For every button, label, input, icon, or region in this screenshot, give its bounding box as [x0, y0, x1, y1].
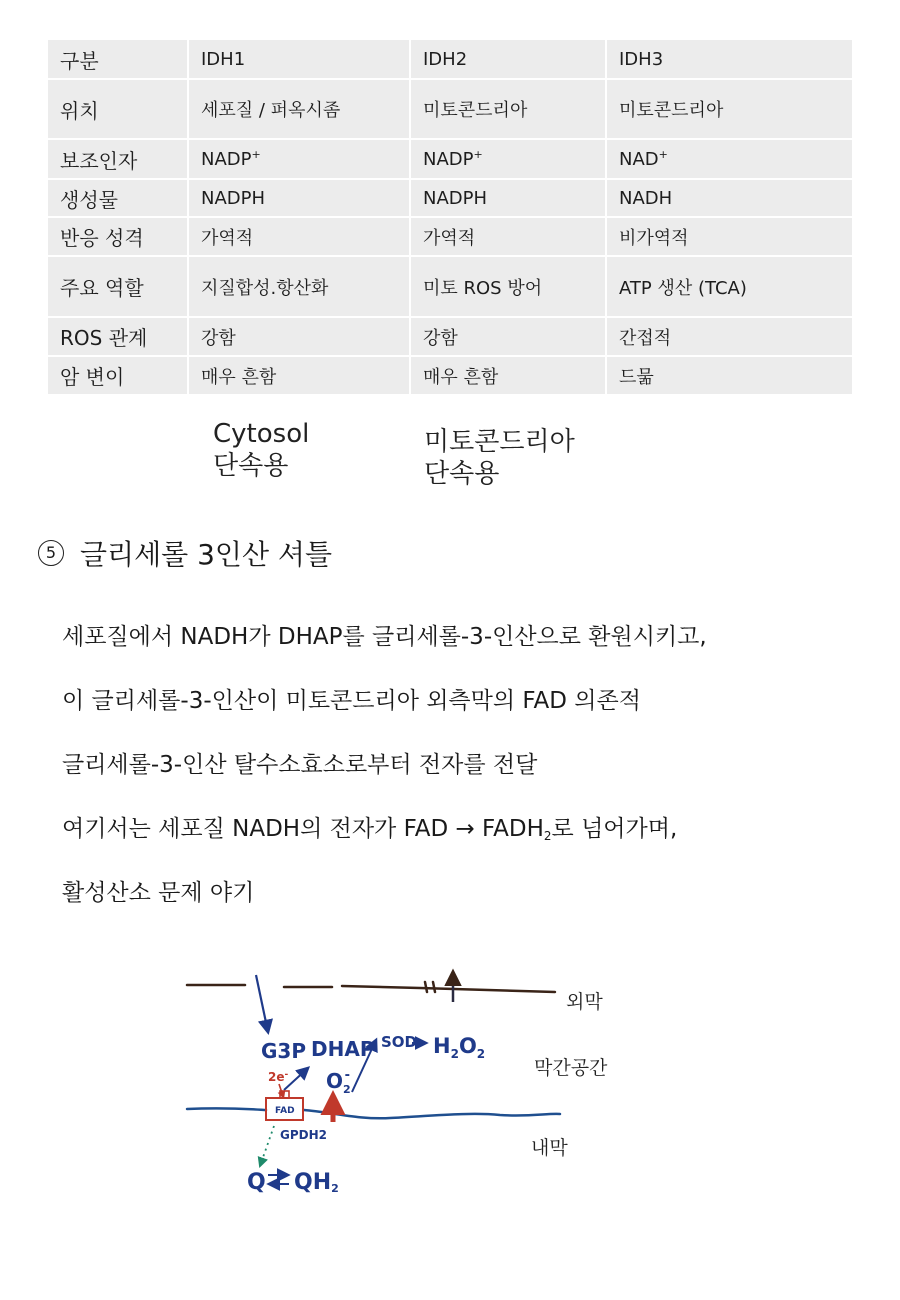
- cell-idh2: 미토 ROS 방어: [411, 257, 607, 318]
- paragraph-line: 이 글리세롤-3-인산이 미토콘드리아 외측막의 FAD 의존적: [62, 688, 641, 714]
- paragraph-line: [62, 807, 707, 871]
- cell-idh2: 가역적: [411, 218, 607, 257]
- cell-idh1: 지질합성.항산화: [189, 257, 411, 318]
- cell-idh1: 세포질 / 퍼옥시좀: [189, 80, 411, 140]
- handwritten-note-cytosol: [213, 418, 309, 482]
- note-line: Cytosol: [213, 419, 310, 449]
- subscript: 2: [543, 829, 552, 843]
- row-label: 위치: [48, 80, 189, 140]
- gpdh2-label: GPDH2: [280, 1128, 327, 1142]
- section-number-circle: 5: [38, 540, 64, 566]
- header-cell-category: 구분: [48, 40, 189, 80]
- cell-idh3: 비가역적: [607, 218, 852, 257]
- header-cell-idh1: IDH1: [189, 40, 411, 80]
- cell-idh1: NADPH: [189, 180, 411, 218]
- explanation-paragraph: [62, 615, 707, 935]
- table-row: [48, 218, 852, 257]
- g3p-entry-arrow: [256, 975, 268, 1032]
- note-line: 단속용: [424, 459, 500, 489]
- table-row: [48, 80, 852, 140]
- fad-label: FAD: [275, 1106, 295, 1116]
- idh-comparison-table: [48, 40, 852, 396]
- paragraph-line: 활성산소 문제 야기: [62, 880, 255, 906]
- table-header-row: [48, 40, 852, 80]
- charge-superscript: +: [658, 148, 668, 161]
- q-label: Q: [247, 1170, 266, 1195]
- note-line: 단속용: [213, 451, 289, 481]
- cell-idh3: 드묾: [607, 357, 852, 396]
- superoxide-label: $O_2-$: [326, 1068, 351, 1096]
- dhap-label: DHAP: [311, 1037, 375, 1061]
- h2o2-label: $H_2O_2$: [433, 1034, 486, 1061]
- cell-idh1: 강함: [189, 318, 411, 357]
- header-cell-idh3: IDH3: [607, 40, 852, 80]
- table-row: [48, 357, 852, 396]
- cell-idh2: 강함: [411, 318, 607, 357]
- table-row: [48, 257, 852, 318]
- table-row: [48, 180, 852, 218]
- paragraph-text: 여기서는 세포질 NADH의 전자가 FAD → FADH: [62, 816, 544, 842]
- qh2-label: QH2: [294, 1170, 339, 1195]
- inner-membrane-label: 내막: [531, 1137, 568, 1159]
- cell-idh2: 매우 흔함: [411, 357, 607, 396]
- row-label: ROS 관계: [48, 318, 189, 357]
- header-cell-idh2: IDH2: [411, 40, 607, 80]
- row-label: 생성물: [48, 180, 189, 218]
- charge-superscript: +: [473, 148, 483, 161]
- cell-idh2: NADPH: [411, 180, 607, 218]
- cell-idh1: 가역적: [189, 218, 411, 257]
- sod-label: SOD: [381, 1033, 418, 1051]
- row-label: 암 변이: [48, 357, 189, 396]
- paragraph-line: 글리세롤-3-인산 탈수소효소로부터 전자를 전달: [62, 752, 538, 778]
- intermembrane-space-label: 막간공간: [534, 1057, 608, 1079]
- row-label: 주요 역할: [48, 257, 189, 318]
- cell-idh3: 미토콘드리아: [607, 80, 852, 140]
- outer-membrane-label: 외막: [566, 991, 603, 1013]
- row-label: 보조인자: [48, 140, 189, 180]
- electrons-label: 2e-: [268, 1070, 289, 1084]
- cell-idh3: NADH: [607, 180, 852, 218]
- glycerol-phosphate-shuttle-diagram: [0, 940, 900, 1220]
- cofactor-text: NADP: [201, 149, 252, 170]
- outer-membrane-line: [187, 982, 555, 992]
- cofactor-text: NAD: [619, 149, 659, 170]
- cofactor-text: NADP: [423, 149, 474, 170]
- cell-idh1: 매우 흔함: [189, 357, 411, 396]
- cell-idh2: 미토콘드리아: [411, 80, 607, 140]
- row-label: 반응 성격: [48, 218, 189, 257]
- table-row: [48, 140, 852, 180]
- table-row: [48, 318, 852, 357]
- note-line: 미토콘드리아: [424, 427, 575, 457]
- charge-superscript: +: [251, 148, 261, 161]
- cell-idh3: 간접적: [607, 318, 852, 357]
- paragraph-text: 로 넘어가며,: [551, 816, 678, 842]
- cell-idh3: [607, 140, 852, 180]
- cell-idh3: ATP 생산 (TCA): [607, 257, 852, 318]
- section-title: 글리세롤 3인산 셔틀: [80, 538, 333, 571]
- electron-to-q-arrow: [260, 1126, 274, 1166]
- handwritten-note-mito: [424, 426, 575, 490]
- paragraph-line: 세포질에서 NADH가 DHAP를 글리세롤-3-인산으로 환원시키고,: [62, 624, 707, 650]
- section-heading: [38, 533, 332, 573]
- inner-membrane-line: [187, 1108, 560, 1118]
- g3p-label: G3P: [261, 1039, 306, 1063]
- cell-idh1: [189, 140, 411, 180]
- cell-idh2: [411, 140, 607, 180]
